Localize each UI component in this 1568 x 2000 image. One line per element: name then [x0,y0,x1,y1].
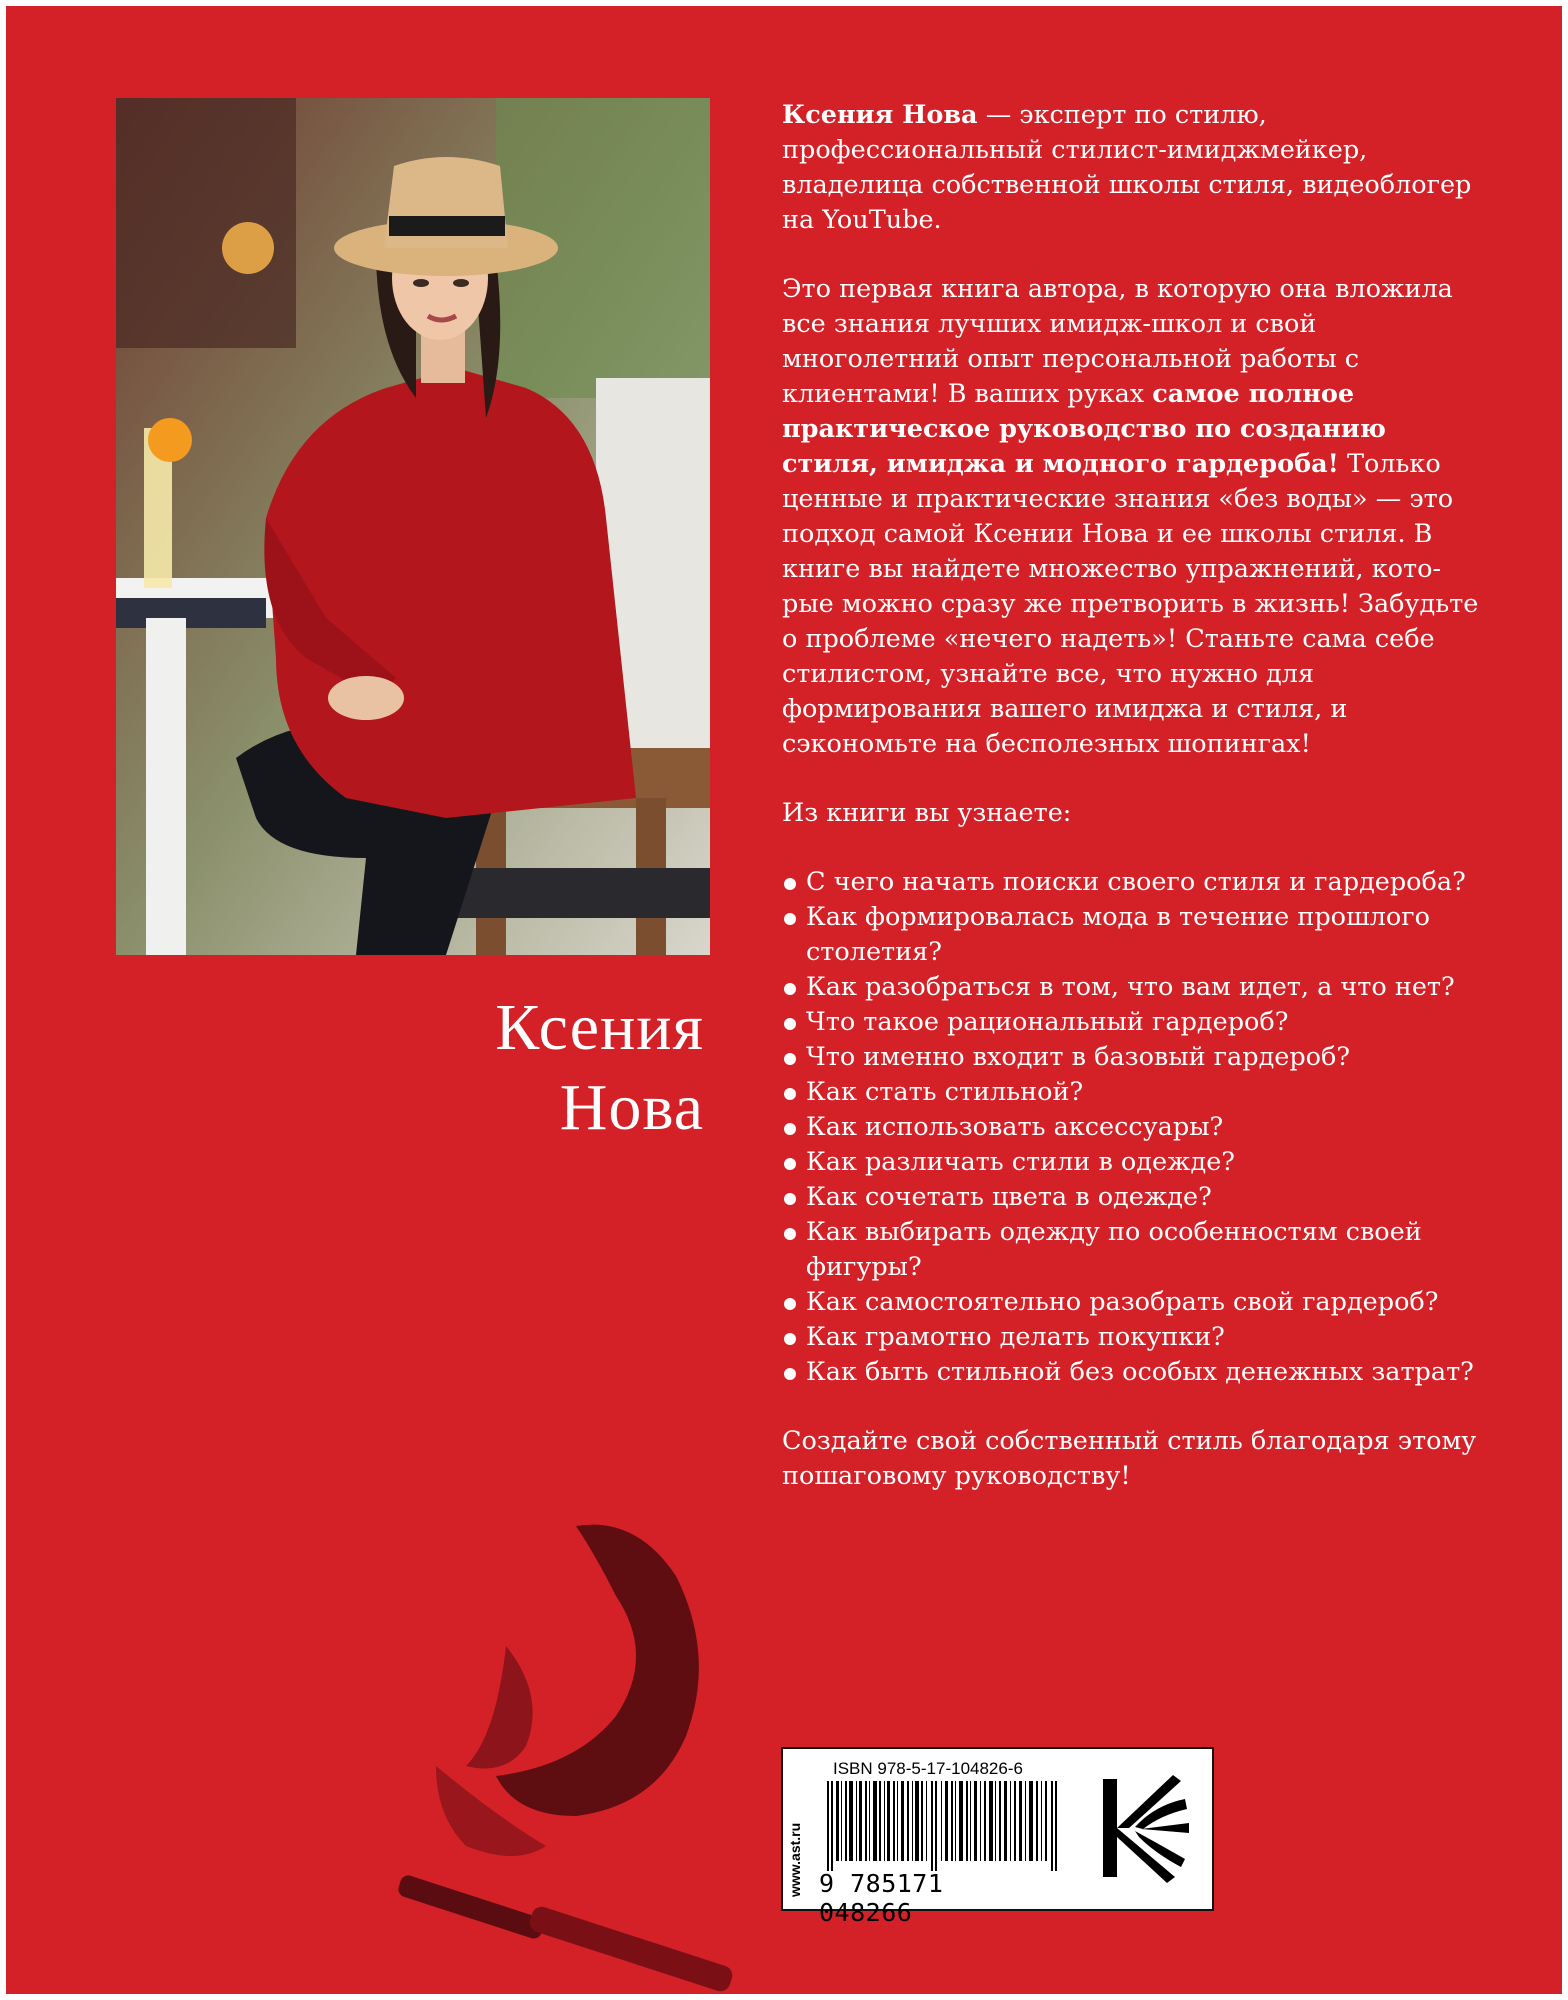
description-part2: Только ценные и практические знания «без воды» — это подход самой Ксении Нова и ее школы стиля. В книге вы найдете множество упражнений, кото-рые можно сразу же претворить в жизнь! Забудьте о проблеме «нечего надеть»! Станьте сама себе стилистом, узнайте все, что нужно для формирования вашего имиджа и стиля, и сэкономьте на бесполезных шопингах! [782,449,1479,759]
list-item: Как быть стильной без особых денежных затрат? [782,1355,1482,1390]
blurb-column [782,98,1482,1528]
list-item: Как стать стильной? [782,1075,1482,1110]
author-last-name: Нова [559,1071,704,1144]
list-item: Как различать стили в одежде? [782,1145,1482,1180]
isbn-number: ISBN 978-5-17-104826-6 [833,1759,1023,1778]
list-item: Что такое рациональный гардероб? [782,1005,1482,1040]
book-back-cover [6,6,1562,1994]
list-item: Как грамотно делать покупки? [782,1320,1482,1355]
list-item: Как разобраться в том, что вам идет, а что нет? [782,970,1482,1005]
list-item: Как сочетать цвета в одежде? [782,1180,1482,1215]
publisher-website: www.ast.ru [787,1822,803,1897]
author-intro [782,98,1482,238]
list-item: Как формировалась мода в течение прошлого столетия? [782,900,1482,970]
mascara-brush-illustration [376,1516,736,1994]
list-item: С чего начать поиски своего стиля и гардероба? [782,865,1482,900]
list-item: Как выбирать одежду по особенностям своей фигуры? [782,1215,1482,1285]
author-first-name: Ксения [495,991,704,1064]
description-bold: самое полное практическое руководство по созданию стиля, имиджа и модного гардероба! [782,379,1386,479]
topics-list [782,865,1482,1390]
list-item: Как самостоятельно разобрать свой гардероб? [782,1285,1482,1320]
list-item: Что именно входит в базовый гардероб? [782,1040,1482,1075]
author-name [495,988,704,1148]
list-heading: Из книги вы узнаете: [782,798,1072,828]
book-description [782,272,1482,762]
author-intro-text: — эксперт по стилю, профессиональный стилист-имиджмейкер, владелица собственной школы стиля, видеоблогер на YouTube. [782,100,1472,235]
barcode-block [781,1747,1214,1927]
publisher-logo-icon [1095,1765,1195,1891]
ean-digits: 9 785171 048266 [819,1869,944,1927]
closing-line: Создайте свой собственный стиль благодаря этому пошаговому руководству! [782,1426,1477,1491]
list-item: Как использовать аксессуары? [782,1110,1482,1145]
author-intro-bold-name: Ксения Нова [782,100,978,130]
author-photo-image [116,98,710,955]
author-photo [116,98,710,955]
barcode-bars [827,1781,1059,1871]
description-part1: Это первая книга автора, в которую она вложила все знания лучших имидж-школ и свой многолетний опыт персональной работы с клиентами! В ваших руках [782,274,1453,409]
